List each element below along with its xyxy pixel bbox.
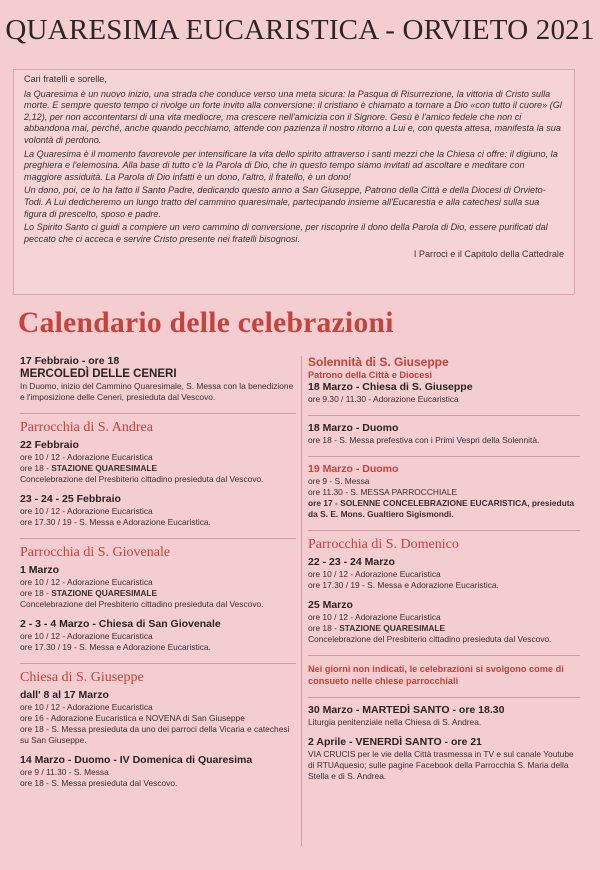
parish-title: Parrocchia di S. Domenico: [308, 537, 459, 552]
letter-paragraph: Un dono, poi, ce lo ha fatto il Santo Padre, dedicando questo anno a San Giuseppe, Patrono della Città e della Diocesi di Orvieto-Todi. A Lui dedicheremo un lungo tratto del cammino quaresimale, partecipando insieme all'Eucarestia e alla catechesi sulla sua figura di prescelto, sposo e padre.: [24, 185, 546, 219]
left-column: [20, 355, 296, 799]
event-line: Concelebrazione del Presbiterio cittadino presieduta dal Vescovo.: [20, 599, 264, 609]
page-title: QUARESIMA EUCARISTICA - ORVIETO 2021: [5, 14, 595, 46]
solemnity-title: Solennità di S. Giuseppe: [308, 355, 449, 369]
event-line: ore 10 / 12 - Adorazione Eucaristica: [20, 702, 153, 712]
event-date: 25 Marzo: [308, 599, 353, 611]
event-line: Concelebrazione del Presbiterio cittadino presieduta dal Vescovo.: [20, 474, 264, 484]
parish-title: Parrocchia di S. Giovenale: [20, 545, 171, 560]
event-line: ore 11.30 - S. MESSA PARROCCHIALE: [308, 487, 458, 497]
pastoral-letter: [13, 69, 575, 295]
event-line: ore 18 - S. Messa presieduta dal Vescovo.: [20, 778, 178, 788]
calendar-title: Calendario delle celebrazioni: [18, 307, 394, 339]
event-line: Concelebrazione del Presbiterio cittadino presieduta dal Vescovo.: [308, 634, 552, 644]
event-date: 1 Marzo: [20, 564, 60, 576]
event-line: VIA CRUCIS per le vie della Città trasmessa in TV e sul canale Youtube di RTUAquesio; sulle pagine Facebook della Parrocchia S. Maria della Stella e di S. Andrea.: [308, 749, 574, 782]
event-date: 2 - 3 - 4 Marzo - Chiesa di San Giovenale: [20, 618, 221, 630]
parish-title: Chiesa di S. Giuseppe: [20, 670, 144, 685]
event-line: ore 17.30 / 19 - S. Messa e Adorazione Eucaristica.: [20, 642, 211, 652]
parish-title: Parrocchia di S. Andrea: [20, 420, 153, 435]
schedule-note: Nei giorni non indicati, le celebrazioni si svolgono come di consueto nelle chiese parrocchiali: [308, 664, 564, 686]
event-line: ore 10 / 12 - Adorazione Eucaristica: [20, 577, 153, 587]
event-line: ore 9 / 11.30 - S. Messa: [20, 767, 109, 777]
event-line: ore 17.30 / 19 - S. Messa e Adorazione Eucaristica.: [20, 517, 211, 527]
event-line: ore 10 / 12 - Adorazione Eucaristica: [20, 506, 153, 516]
event-date: 23 - 24 - 25 Febbraio: [20, 493, 121, 505]
event-date: 22 - 23 - 24 Marzo: [308, 556, 395, 568]
letter-signature: I Parroci e il Capitolo della Cattedrale: [413, 249, 564, 260]
event-line: ore 18 - S. Messa prefestiva con i Primi Vespri della Solennità.: [308, 435, 540, 445]
solemnity-eve-block: [308, 415, 580, 446]
event-line: ore 16 - Adorazione Eucaristica e NOVENA di San Giuseppe: [20, 713, 245, 723]
event-line: Liturgia penitenziale nella Chiesa di S. Andrea.: [308, 717, 482, 728]
event-line: ore 18 - STAZIONE QUARESIMALE: [20, 588, 158, 598]
event-line: ore 9 - S. Messa: [308, 476, 370, 486]
event-date: 2 Aprile - VENERDÌ SANTO - ore 21: [308, 736, 482, 749]
note-block: [308, 655, 580, 687]
parish-domenico-block: [308, 530, 580, 645]
right-column: [308, 355, 580, 792]
letter-paragraph: Lo Spirito Santo ci guidi a compiere un vero cammino di conversione, per riscoprire il dono della Parola di Dio, essere purificati dal peccato che ci acceca e servire Cristo presente nei fratelli bisognosi.: [24, 222, 548, 244]
event-line: ore 9.30 / 11.30 - Adorazione Eucaristica: [308, 394, 459, 404]
solemnity-subtitle: Patrono della Città e Diocesi: [308, 370, 433, 380]
solemnity-day-block: [308, 456, 580, 520]
event-date: 22 Febbraio: [20, 439, 79, 451]
event-date: 18 Marzo - Chiesa di S. Giuseppe: [308, 381, 473, 393]
event-date: 14 Marzo - Duomo - IV Domenica di Quaresima: [20, 754, 253, 766]
event-title: MERCOLEDÌ DELLE CENERI: [20, 368, 177, 380]
parish-giovenale-block: [20, 538, 296, 653]
event-line: ore 10 / 12 - Adorazione Eucaristica: [308, 569, 441, 579]
event-line: ore 17.30 / 19 - S. Messa e Adorazione Eucaristica.: [308, 580, 499, 590]
letter-paragraph: la Quaresima è un nuovo inizio, una strada che conduce verso una meta sicura: la Pasqua di Risurrezione, la vittoria di Cristo sulla morte. E sempre questo tempo ci rivolge un forte invito alla conversione: il cristiano è chiamato a tornare a Dio «con tutto il cuore» (Gl 2,12), per non accontentarsi di una vita mediocre, ma crescere nell'amicizia con il Signore. Gesù è l'amico fedele che non ci abbandona mai, perché, anche quando pecchiamo, attende con pazienza il nostro ritorno a Lui e, con questa attesa, manifesta la sua volontà di perdono.: [24, 88, 562, 145]
event-desc: In Duomo, inizio del Cammino Quaresimale, S. Messa con la benedizione e l'imposizione delle Ceneri, presieduta dal Vescovo.: [20, 381, 294, 402]
ash-wednesday-block: [20, 355, 296, 403]
event-line: ore 10 / 12 - Adorazione Eucaristica: [308, 612, 441, 622]
parish-andrea-block: [20, 413, 296, 528]
event-date: 17 Febbraio - ore 18: [20, 355, 120, 367]
event-line: ore 18 - STAZIONE QUARESIMALE: [20, 463, 158, 473]
event-line: ore 10 / 12 - Adorazione Eucaristica: [20, 631, 153, 641]
event-line: ore 17 - SOLENNE CONCELEBRAZIONE EUCARISTICA, presieduta da S. E. Mons. Gualtiero Sigismondi.: [308, 498, 575, 519]
event-line: ore 18 - STAZIONE QUARESIMALE: [308, 623, 446, 633]
church-giuseppe-block: [20, 663, 296, 789]
event-line: ore 10 / 12 - Adorazione Eucaristica: [20, 452, 153, 462]
letter-paragraph: La Quaresima è il momento favorevole per intensificare la vita dello spirito attraverso i santi mezzi che la Chiesa ci offre: il digiuno, la preghiera e l'elemosina. Alla base di tutto c'è la Parola di Dio, che in questo tempo siamo invitati ad ascoltare e meditare con maggiore assiduità. La Parola di Dio infatti è un dono, l'altro, il fratello, è un dono!: [24, 148, 558, 182]
column-divider: [301, 356, 302, 846]
event-date: 18 Marzo - Duomo: [308, 422, 399, 434]
event-date: dall' 8 al 17 Marzo: [20, 689, 109, 701]
event-date: 19 Marzo - Duomo: [308, 463, 399, 475]
solemnity-block: [308, 355, 580, 405]
letter-greeting: Cari fratelli e sorelle,: [24, 74, 107, 84]
holy-week-block: [308, 697, 580, 782]
event-line: ore 18 - S. Messa presieduta da uno dei parroci della Vicaria e catechesi su San Giuseppe.: [20, 724, 290, 745]
event-date: 30 Marzo - MARTEDÌ SANTO - ore 18.30: [308, 704, 505, 717]
